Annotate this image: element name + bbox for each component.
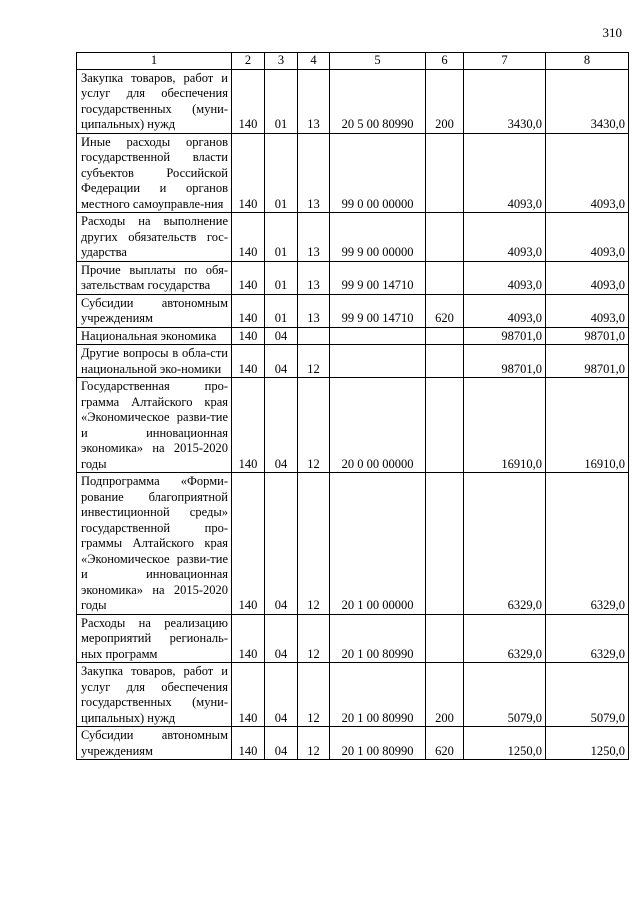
cell-amount-2: 98701,0 [546,345,629,378]
row-name: Подпрограмма «Форми-рование благоприятной инвестиционной среды» государственной про-граммы Алтайского края «Экономическое разви-тие и инновационная экономика» на 2015-2020 годы [77,473,232,615]
table-row [77,378,629,473]
cell-target-code: 20 1 00 00000 [330,473,426,615]
column-header: 3 [265,53,298,70]
cell-target-code: 99 9 00 00000 [330,213,426,262]
cell-amount: 4093,0 [464,133,546,213]
cell-admin-code: 140 [232,327,265,345]
row-name: Национальная экономика [77,327,232,345]
cell-expense-type [426,133,464,213]
cell-amount: 5079,0 [464,663,546,727]
table-row [77,213,629,262]
cell-amount: 4093,0 [464,294,546,327]
cell-subsection: 12 [298,473,330,615]
cell-section: 01 [265,261,298,294]
cell-amount: 98701,0 [464,345,546,378]
cell-section: 01 [265,213,298,262]
cell-admin-code: 140 [232,133,265,213]
cell-amount-2: 4093,0 [546,133,629,213]
column-header: 2 [232,53,265,70]
cell-target-code: 20 0 00 00000 [330,378,426,473]
cell-expense-type [426,327,464,345]
column-header: 5 [330,53,426,70]
cell-expense-type: 200 [426,663,464,727]
cell-amount-2: 3430,0 [546,69,629,133]
column-header: 6 [426,53,464,70]
cell-section: 01 [265,69,298,133]
table-row [77,614,629,663]
table-row [77,345,629,378]
cell-amount-2: 4093,0 [546,261,629,294]
cell-section: 04 [265,473,298,615]
row-name: Закупка товаров, работ и услуг для обеспечения государственных (муни-ципальных) нужд [77,663,232,727]
cell-expense-type [426,473,464,615]
cell-target-code: 99 0 00 00000 [330,133,426,213]
cell-subsection: 12 [298,614,330,663]
table-row [77,327,629,345]
cell-expense-type [426,213,464,262]
cell-expense-type [426,261,464,294]
cell-amount: 3430,0 [464,69,546,133]
cell-target-code: 20 5 00 80990 [330,69,426,133]
cell-target-code [330,327,426,345]
cell-admin-code: 140 [232,663,265,727]
cell-amount: 6329,0 [464,473,546,615]
cell-amount-2: 1250,0 [546,727,629,760]
cell-subsection [298,327,330,345]
cell-target-code: 20 1 00 80990 [330,727,426,760]
row-name: Субсидии автономным учреждениям [77,294,232,327]
cell-amount-2: 4093,0 [546,213,629,262]
table-row [77,473,629,615]
cell-expense-type [426,378,464,473]
cell-amount: 16910,0 [464,378,546,473]
cell-target-code: 20 1 00 80990 [330,614,426,663]
cell-section: 04 [265,327,298,345]
column-header: 8 [546,53,629,70]
table-row [77,294,629,327]
row-name: Иные расходы органов государственной власти субъектов Российской Федерации и органов местного самоуправле-ния [77,133,232,213]
cell-subsection: 13 [298,294,330,327]
cell-amount-2: 4093,0 [546,294,629,327]
cell-amount-2: 6329,0 [546,614,629,663]
cell-subsection: 13 [298,69,330,133]
cell-expense-type [426,345,464,378]
cell-section: 04 [265,614,298,663]
cell-amount: 4093,0 [464,261,546,294]
cell-subsection: 13 [298,213,330,262]
cell-amount-2: 98701,0 [546,327,629,345]
row-name: Прочие выплаты по обя-зательствам государства [77,261,232,294]
cell-admin-code: 140 [232,294,265,327]
cell-section: 01 [265,294,298,327]
cell-section: 04 [265,378,298,473]
cell-target-code: 99 9 00 14710 [330,261,426,294]
row-name: Субсидии автономным учреждениям [77,727,232,760]
cell-subsection: 13 [298,261,330,294]
cell-section: 04 [265,727,298,760]
cell-subsection: 12 [298,345,330,378]
cell-target-code: 99 9 00 14710 [330,294,426,327]
page-number: 310 [602,25,622,40]
cell-admin-code: 140 [232,213,265,262]
row-name: Государственная про-грамма Алтайского края «Экономическое разви-тие и инновационная экономика» на 2015-2020 годы [77,378,232,473]
cell-expense-type [426,614,464,663]
column-header: 7 [464,53,546,70]
cell-subsection: 12 [298,663,330,727]
table-row [77,261,629,294]
cell-admin-code: 140 [232,473,265,615]
cell-admin-code: 140 [232,727,265,760]
cell-section: 04 [265,345,298,378]
cell-admin-code: 140 [232,614,265,663]
cell-expense-type: 200 [426,69,464,133]
cell-subsection: 13 [298,133,330,213]
cell-expense-type: 620 [426,294,464,327]
cell-target-code [330,345,426,378]
cell-admin-code: 140 [232,69,265,133]
row-name: Расходы на реализацию мероприятий региональ-ных программ [77,614,232,663]
cell-section: 01 [265,133,298,213]
table-row [77,69,629,133]
table-row [77,663,629,727]
cell-amount-2: 5079,0 [546,663,629,727]
row-name: Расходы на выполнение других обязательств гос-ударства [77,213,232,262]
cell-amount-2: 16910,0 [546,378,629,473]
cell-amount: 6329,0 [464,614,546,663]
cell-expense-type: 620 [426,727,464,760]
row-name: Другие вопросы в обла-сти национальной эко-номики [77,345,232,378]
cell-amount: 1250,0 [464,727,546,760]
column-header: 1 [77,53,232,70]
cell-target-code: 20 1 00 80990 [330,663,426,727]
cell-admin-code: 140 [232,261,265,294]
header-row [77,53,629,70]
cell-subsection: 12 [298,378,330,473]
cell-amount: 4093,0 [464,213,546,262]
table-row [77,133,629,213]
cell-admin-code: 140 [232,378,265,473]
budget-table [76,52,629,760]
column-header: 4 [298,53,330,70]
cell-admin-code: 140 [232,345,265,378]
cell-subsection: 12 [298,727,330,760]
table-row [77,727,629,760]
cell-amount: 98701,0 [464,327,546,345]
cell-amount-2: 6329,0 [546,473,629,615]
cell-section: 04 [265,663,298,727]
row-name: Закупка товаров, работ и услуг для обеспечения государственных (муни-ципальных) нужд [77,69,232,133]
